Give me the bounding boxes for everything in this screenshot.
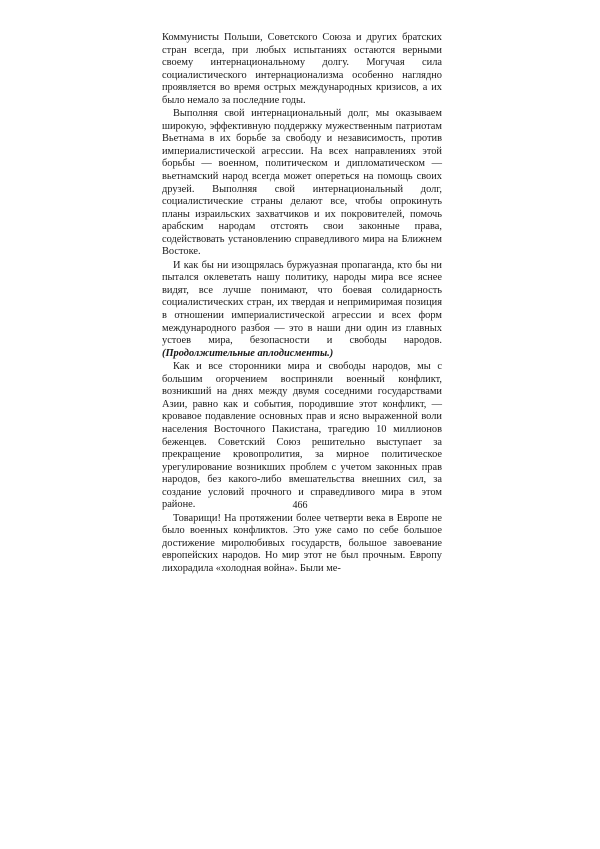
paragraph-text: И как бы ни изощрялась буржуазная пропаганда, кто бы ни пытался оклеветать нашу политику, народы мира все яснее видят, все лучше понимают, что боевая солидарность социалистических стран, их твердая и непримиримая позиция в отношении империалистической агрессии и всех форм международного разбоя — это в наши дни один из главных устоев мира, безопасности и свободы народов. — [162, 259, 442, 347]
paragraph-text: Товарищи! На протяжении более четверти века в Европе не было военных конфликтов. Это уже само по себе большое достижение миролюбивых государств, большое завоевание европейских народов. Но мир этот не был прочным. Европу лихорадила «холодная война». Были ме- — [162, 512, 442, 574]
page-text-column — [162, 32, 442, 576]
paragraph-vietnam-middle-east — [162, 108, 442, 259]
paragraph-text: Коммунисты Польши, Советского Союза и других братских стран всегда, при любых испытаниях остаются верными своему интернациональному долгу. Могучая сила социалистического интернационализма особенно наглядно проявляется во время острых международных кризисов, а их было немало за последние годы. — [162, 32, 442, 106]
paragraph-text: Выполняя свой интернациональный долг, мы оказываем широкую, эффективную поддержку мужественным патриотам Вьетнама в их борьбе за свободу и независимость, против империалистической агрессии. На всех направлениях этой борьбы — военном, политическом и дипломатическом — вьетнамский народ всегда может опереться на помощь своих друзей. Выполняя свой интернациональный долг, социалистические страны делают все, чтобы опрокинуть планы израильских захватчиков и их покровителей, помочь арабским народам отстоять свои законные права, содействовать установлению справедливого мира на Ближнем Востоке. — [162, 108, 442, 258]
page-number: 466 — [292, 500, 308, 511]
paragraph-text: Как и все сторонники мира и свободы народов, мы с большим огорчением восприняли военный конфликт, возникший на днях между двумя соседними государствами Азии, равно как и события, породившие этот конфликт, — кровавое подавление основных прав и ясно выраженной воли населения Восточного Пакистана, трагедию 10 миллионов беженцев. Советский Союз решительно выступает за прекращение кровопролития, за мирное политическое урегулирование возникших проблем с учетом законных прав народов, без какого-либо вмешательства внешних сил, за создание условий прочного и справедливого мира в этом районе. — [162, 361, 442, 511]
paragraph-asia-conflict — [162, 361, 442, 512]
paragraph-internationalism — [162, 32, 442, 107]
paragraph-europe — [162, 513, 442, 576]
paragraph-propaganda — [162, 260, 442, 360]
applause-note: (Продолжительные аплодисменты.) — [162, 347, 334, 359]
